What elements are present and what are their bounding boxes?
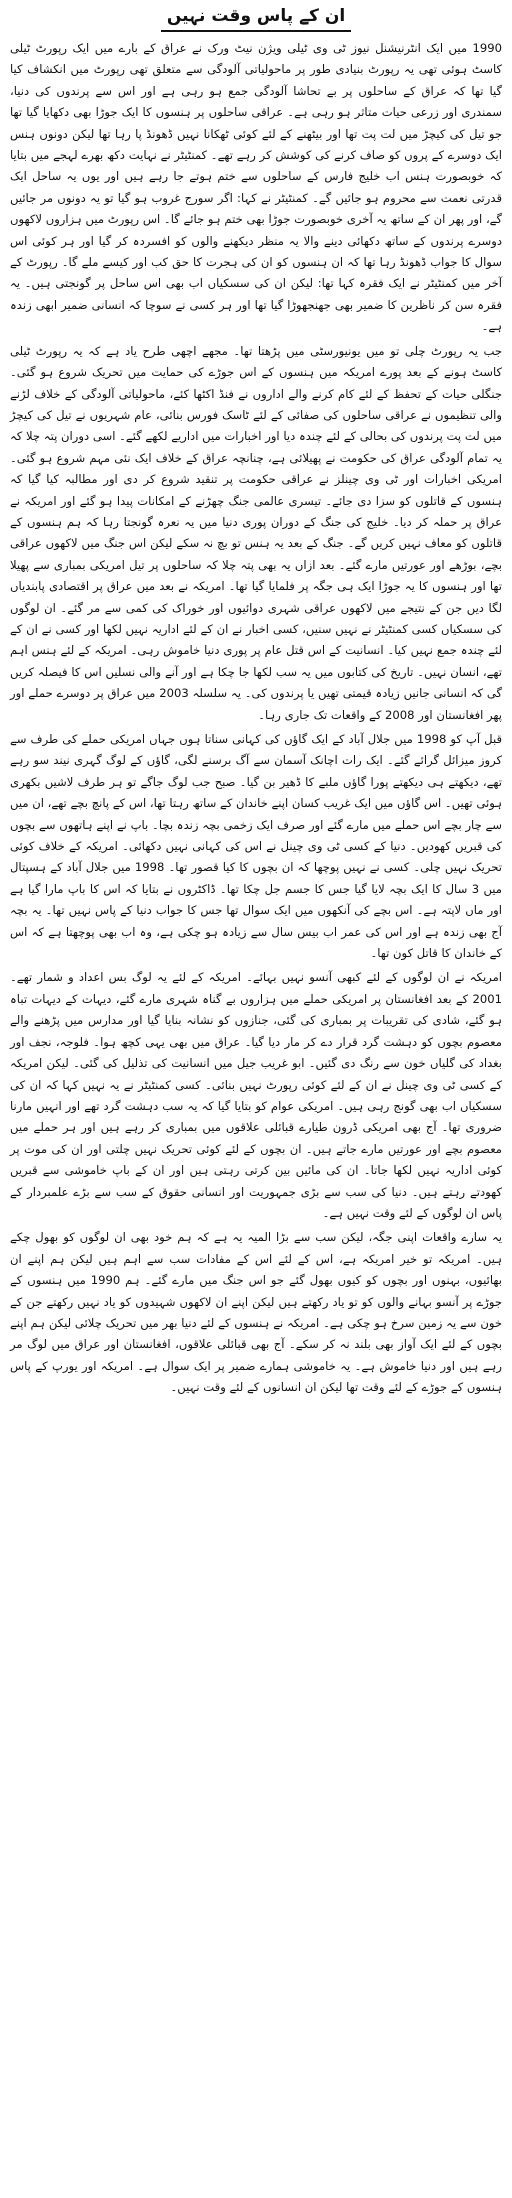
article-paragraph: قبل آپ کو 1998 میں جلال آباد کے ایک گاؤں کی کہانی سناتا ہوں جہاں امریکی حملے کی طرف سے کروز میزائل گرائے گئے۔ ایک رات اچانک آسمان سے آگ برسنے لگی، گاؤں کے لوگ گہری نیند سو رہے تھے، دیکھتے ہی دیکھتے پورا گاؤں ملبے کا ڈھیر بن گیا۔ صبح جب لوگ جاگے تو ہر طرف لاشیں بکھری ہوئی تھیں۔ اس گاؤں میں ایک غریب کسان اپنے خاندان کے ساتھ رہتا تھا، اس کے پانچ بچے تھے، ان میں سے چار بچے اس حملے میں مارے گئے اور صرف ایک زخمی بچہ زندہ بچا۔ باپ نے اپنے ہاتھوں سے بچوں کی قبریں کھودیں۔ دنیا کے کسی ٹی وی چینل نے اس کی کہانی نہیں دکھائی۔ امریکہ کے خلاف کوئی تحریک نہیں چلی۔ کسی نے نہیں پوچھا کہ ان بچوں کا کیا قصور تھا۔ 1998 میں جلال آباد کے ہسپتال میں 3 سال کا ایک بچہ لایا گیا جس کا جسم جل چکا تھا۔ ڈاکٹروں نے بتایا کہ اس کا باپ مارا گیا ہے اور ماں لاپتہ ہے۔ اس بچے کی آنکھوں میں ایک سوال تھا جس کا جواب دنیا کے پاس نہیں تھا۔ یہ بچہ آج بھی زندہ ہے اور اس کی عمر اب بیس سال سے زیادہ ہو چکی ہے، وہ اب بھی پوچھتا ہے کہ اس کے خاندان کا قاتل کون تھا۔ (10, 732, 502, 961)
article-paragraph: یہ سارے واقعات اپنی جگہ، لیکن سب سے بڑا المیہ یہ ہے کہ ہم خود بھی ان لوگوں کو بھول چکے ہیں۔ امریکہ تو خیر امریکہ ہے، اس کے لئے اس کے مفادات سب سے اہم ہیں لیکن ہم اپنے ان بھائیوں، بہنوں اور بچوں کو کیوں بھول گئے جو اس جنگ میں مارے گئے۔ ہم 1990 میں ہنسوں کے جوڑے پر آنسو بہانے والوں کو تو یاد رکھتے ہیں لیکن اپنے ان لاکھوں شہیدوں کو یاد نہیں رکھتے جن کے خون سے یہ زمین سرخ ہو چکی ہے۔ امریکہ نے ہنسوں کے لئے دنیا بھر میں تحریک چلائی لیکن ہم اپنے بچوں کے لئے ایک آواز بھی بلند نہ کر سکے۔ آج بھی قبائلی علاقوں، افغانستان اور عراق میں لوگ مر رہے ہیں اور دنیا خاموش ہے۔ یہ خاموشی ہمارے ضمیر پر ایک سوال ہے۔ امریکہ اور یورپ کے پاس ہنسوں کے جوڑے کے لئے وقت تھا لیکن ان انسانوں کے لئے وقت نہیں۔ (10, 1230, 502, 1395)
headline-container (10, 4, 502, 32)
article-body (10, 38, 502, 1399)
article-paragraph: امریکہ نے ان لوگوں کے لئے کبھی آنسو نہیں بہائے۔ امریکہ کے لئے یہ لوگ بس اعداد و شمار تھے۔ 2001 کے بعد افغانستان پر امریکی حملے میں ہزاروں بے گناہ شہری مارے گئے، دیہات کے دیہات تباہ ہو گئے، شادی کی تقریبات پر بمباری کی گئی، جنازوں کو نشانہ بنایا گیا اور مدارس میں پڑھنے والے معصوم بچوں کو دہشت گرد قرار دے کر مار دیا گیا۔ عراق میں بھی یہی کچھ ہوا۔ فلوجہ، نجف اور بغداد کی گلیاں خون سے رنگ دی گئیں۔ ابو غریب جیل میں انسانیت کی تذلیل کی گئی۔ لیکن امریکہ کے کسی ٹی وی چینل نے ان کے لئے کوئی رپورٹ نہیں بنائی۔ کسی کمنٹیٹر نے یہ نہیں کہا کہ ان کی سسکیاں اب بھی گونج رہی ہیں۔ امریکی عوام کو بتایا گیا کہ یہ سب دہشت گرد تھے اور انہیں مارنا ضروری تھا۔ آج بھی امریکی ڈرون طیارے قبائلی علاقوں میں بمباری کر رہے ہیں اور ہر حملے میں معصوم بچے اور عورتیں مارے جاتے ہیں۔ ان بچوں کے لئے کوئی تحریک نہیں چلتی اور ان کی موت پر کوئی اداریہ نہیں لکھا جاتا۔ ان کی مائیں بین کرتی رہتی ہیں اور ان کے باپ خاموشی سے قبریں کھودتے رہتے ہیں۔ دنیا کی سب سے بڑی جمہوریت اور انسانی حقوق کے سب سے بڑے علمبردار کے پاس ان لوگوں کے لئے وقت نہیں ہے۔ (10, 970, 502, 1220)
article-paragraph: جب یہ رپورٹ چلی تو میں یونیورسٹی میں پڑھتا تھا۔ مجھے اچھی طرح یاد ہے کہ یہ رپورٹ ٹیلی کاسٹ ہونے کے بعد پورے امریکہ میں ہنسوں کے اس جوڑے کی حمایت میں تحریک شروع ہو گئی۔ جنگلی حیات کے تحفظ کے لئے کام کرنے والے اداروں نے فنڈ اکٹھا کئے، ماحولیاتی آلودگی کے خلاف لڑنے والی تنظیموں نے عراقی ساحلوں کی صفائی کے لئے ٹاسک فورس بنائی، عام شہریوں نے تیل کی کیچڑ میں لت پت پرندوں کی بحالی کے لئے چندہ دیا اور اخبارات میں اداریے لکھے گئے۔ اسی دوران پتہ چلا کہ یہ تمام آلودگی عراق کی حکومت نے پھیلائی ہے، چنانچہ عراق کے خلاف ایک نئی مہم شروع ہو گئی۔ امریکی اخبارات اور ٹی وی چینلز نے عراقی حکومت پر تنقید شروع کر دی اور مطالبہ کیا گیا کہ ہنسوں کے قاتلوں کو سزا دی جائے۔ تیسری عالمی جنگ چھڑنے کے امکانات پیدا ہو گئے اور امریکہ نے عراق پر حملہ کر دیا۔ خلیج کی جنگ کے دوران پوری دنیا میں یہ نعرہ گونجتا رہا کہ ہم ہنسوں کے قاتلوں کو معاف نہیں کریں گے۔ جنگ کے بعد یہ ہنس تو بچ نہ سکے لیکن اس جنگ میں لاکھوں عراقی بچے، بوڑھے اور عورتیں مارے گئے۔ بعد ازاں یہ بھی پتہ چلا کہ ساحلوں پر تیل امریکی بمباری سے پھیلا تھا اور ہنسوں کا یہ جوڑا ایک ہی جگہ پر فلمایا گیا تھا۔ امریکہ نے بعد میں عراق پر اقتصادی پابندیاں لگا دیں جن کے نتیجے میں لاکھوں عراقی شہری دوائیوں اور خوراک کی کمی سے مر گئے۔ ان لوگوں کی سسکیاں کسی کمنٹیٹر نے نہیں سنیں، کسی اخبار نے ان کے لئے اداریہ نہیں لکھا اور کسی نے ان کے لئے چندہ جمع نہیں کیا۔ انسانیت کے اس قتل عام پر پوری دنیا خاموش رہی۔ امریکہ کے لئے ہنس اہم تھے، انسان نہیں۔ تاریخ کی کتابوں میں یہ سب لکھا جا چکا ہے اور آنے والی نسلیں اس کا فیصلہ کریں گی کہ انسانی جانیں زیادہ قیمتی تھیں یا پرندوں کی۔ یہ سلسلہ 2003 میں عراق پر دوسرے حملے اور پھر افغانستان اور 2008 کے واقعات تک جاری رہا۔ (10, 343, 502, 722)
article-paragraph: 1990 میں ایک انٹرنیشنل نیوز ٹی وی ٹیلی ویژن نیٹ ورک نے عراق کے بارے میں ایک رپورٹ ٹیلی کاسٹ ہوئی تھی یہ رپورٹ بنیادی طور پر ماحولیاتی آلودگی سے متعلق تھی رپورٹ میں انکشاف کیا گیا تھا کہ عراق کے ساحلوں پر بے تحاشا آلودگی جمع ہو رہی ہے اور اس سے پرندوں کی دنیا، سمندری اور زرعی حیات متاثر ہو رہی ہے۔ عراقی ساحلوں پر ہنسوں کا ایک جوڑا بھی دکھایا گیا تھا جو تیل کی کیچڑ میں لت پت تھا اور بیٹھنے کے لئے کوئی ٹھکانا نہیں ڈھونڈ پا رہا تھا لیکن دونوں ہنس ایک دوسرے کے پروں کو صاف کرنے کی کوشش کر رہے تھے۔ کمنٹیٹر نے نہایت دکھ بھرے لہجے میں بتایا کہ خوبصورت ہنس اب خلیج فارس کے ساحلوں سے ختم ہوتے جا رہے ہیں اور یوں یہ ساحل ایک قدرتی نعمت سے محروم ہو جائیں گے۔ کمنٹیٹر نے کہا: اگر سورج غروب ہو گیا تو یہ دونوں مر جائیں گے، اور پھر ان کے ساتھ یہ آخری خوبصورت جوڑا بھی ختم ہو جائے گا۔ اس رپورٹ میں ہزاروں لاکھوں دوسرے پرندوں کے ساتھ دکھائی دینے والا یہ منظر دیکھنے والوں کو افسردہ کر گیا اور ہر کوئی اس سوال کا جواب ڈھونڈ رہا تھا کہ ان ہنسوں کو ان کی ہجرت کا حق کب اور کیسے ملے گا۔ رپورٹ کے آخر میں کمنٹیٹر نے ایک فقرہ کہا تھا: لیکن ان کی سسکیاں اب بھی اس ساحل پر گونجتی ہیں۔ یہ فقرہ سن کر ناظرین کا ضمیر بھی جھنجھوڑا گیا تھا اور ہر کسی نے سوچا کہ انسانی ضمیر ابھی زندہ ہے۔ (10, 41, 502, 334)
article-headline: ان کے پاس وقت نہیں (161, 4, 351, 32)
